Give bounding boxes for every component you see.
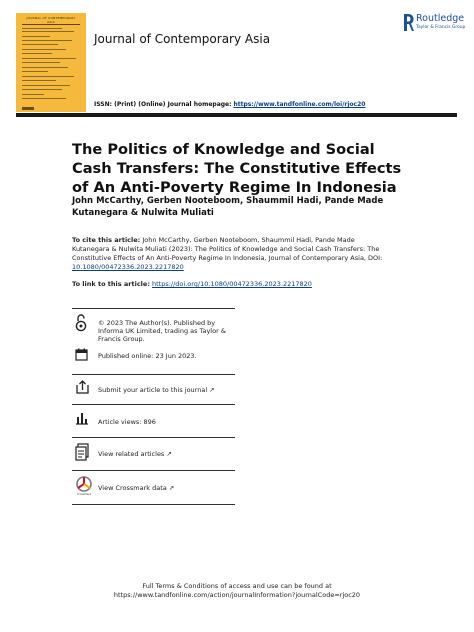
journal-title: Journal of Contemporary Asia	[94, 32, 271, 46]
citation-block	[72, 236, 394, 272]
info-divider	[72, 437, 235, 438]
related-articles-link[interactable]	[98, 450, 172, 458]
cite-doi-link[interactable]: 10.1080/00472336.2023.2217820	[72, 263, 184, 271]
crossmark-data-link[interactable]	[98, 484, 174, 492]
routledge-logo	[403, 13, 466, 35]
article-link-block	[72, 280, 412, 289]
header-divider	[16, 113, 457, 117]
info-divider	[72, 308, 235, 309]
link-label: To link to this article:	[72, 280, 150, 288]
issn-label: ISSN: (Print) (Online) Journal homepage:	[94, 101, 232, 108]
footer-terms-link[interactable]: https://www.tandfonline.com/action/journalInformation?journalCode=rjoc20	[113, 591, 361, 599]
issn-line	[94, 101, 365, 108]
cite-text: John McCarthy, Gerben Nooteboom, Shaummil Hadi, Pande Made Kutanegara & Nulwita Muliati (2023): The Politics of Knowledge and Social Cash Transfers: The Constitutive Effects of An Anti-Poverty Regime In Indonesia, Journal of Contemporary Asia, DOI:	[72, 236, 383, 262]
crossmark-icon	[74, 476, 94, 498]
calendar-icon	[75, 348, 88, 361]
external-link-icon: ↗	[168, 484, 175, 492]
submit-article-link[interactable]	[98, 386, 215, 394]
info-divider	[72, 470, 235, 471]
related-articles-icon	[75, 443, 89, 461]
footer-terms-text: Full Terms & Conditions of access and use can be found at	[142, 582, 332, 590]
article-views: Article views: 896	[98, 418, 156, 426]
cover-header: JOURNAL OF CONTEMPORARY ASIA	[26, 16, 76, 24]
external-link-icon: ↗	[209, 386, 215, 394]
footer	[0, 582, 474, 600]
article-title: The Politics of Knowledge and Social Cash Transfers: The Constitutive Effects of An Anti-Poverty Regime In Indonesia	[72, 141, 402, 196]
submit-article-label: Submit your article to this journal	[98, 386, 208, 394]
submit-icon	[75, 380, 90, 394]
article-authors: John McCarthy, Gerben Nooteboom, Shaummil Hadi, Pande Made Kutanegara & Nulwita Muliati	[72, 196, 384, 218]
routledge-mark-icon	[403, 13, 414, 32]
external-link-icon: ↗	[166, 450, 172, 458]
bar-chart-icon	[75, 411, 89, 425]
crossmark-label: View Crossmark data	[98, 484, 167, 492]
cite-label: To cite this article:	[72, 236, 141, 244]
open-access-icon	[75, 314, 87, 332]
publisher-subtitle: Taylor & Francis Group	[416, 25, 466, 30]
published-date: Published online: 23 Jun 2023.	[98, 352, 197, 360]
crossmark-logo-text: CrossMark	[76, 492, 92, 496]
info-divider	[72, 374, 235, 375]
related-articles-label: View related articles	[98, 450, 165, 458]
journal-cover-thumbnail	[16, 13, 86, 112]
license-text: © 2023 The Author(s). Published by Informa UK Limited, trading as Taylor & Francis Group.	[98, 319, 226, 343]
info-divider	[72, 404, 235, 405]
article-doi-link[interactable]: https://doi.org/10.1080/00472336.2023.2217820	[152, 280, 312, 288]
publisher-name: Routledge	[416, 13, 465, 24]
info-divider	[72, 504, 235, 505]
journal-homepage-link[interactable]: https://www.tandfonline.com/loi/rjoc20	[233, 101, 366, 108]
